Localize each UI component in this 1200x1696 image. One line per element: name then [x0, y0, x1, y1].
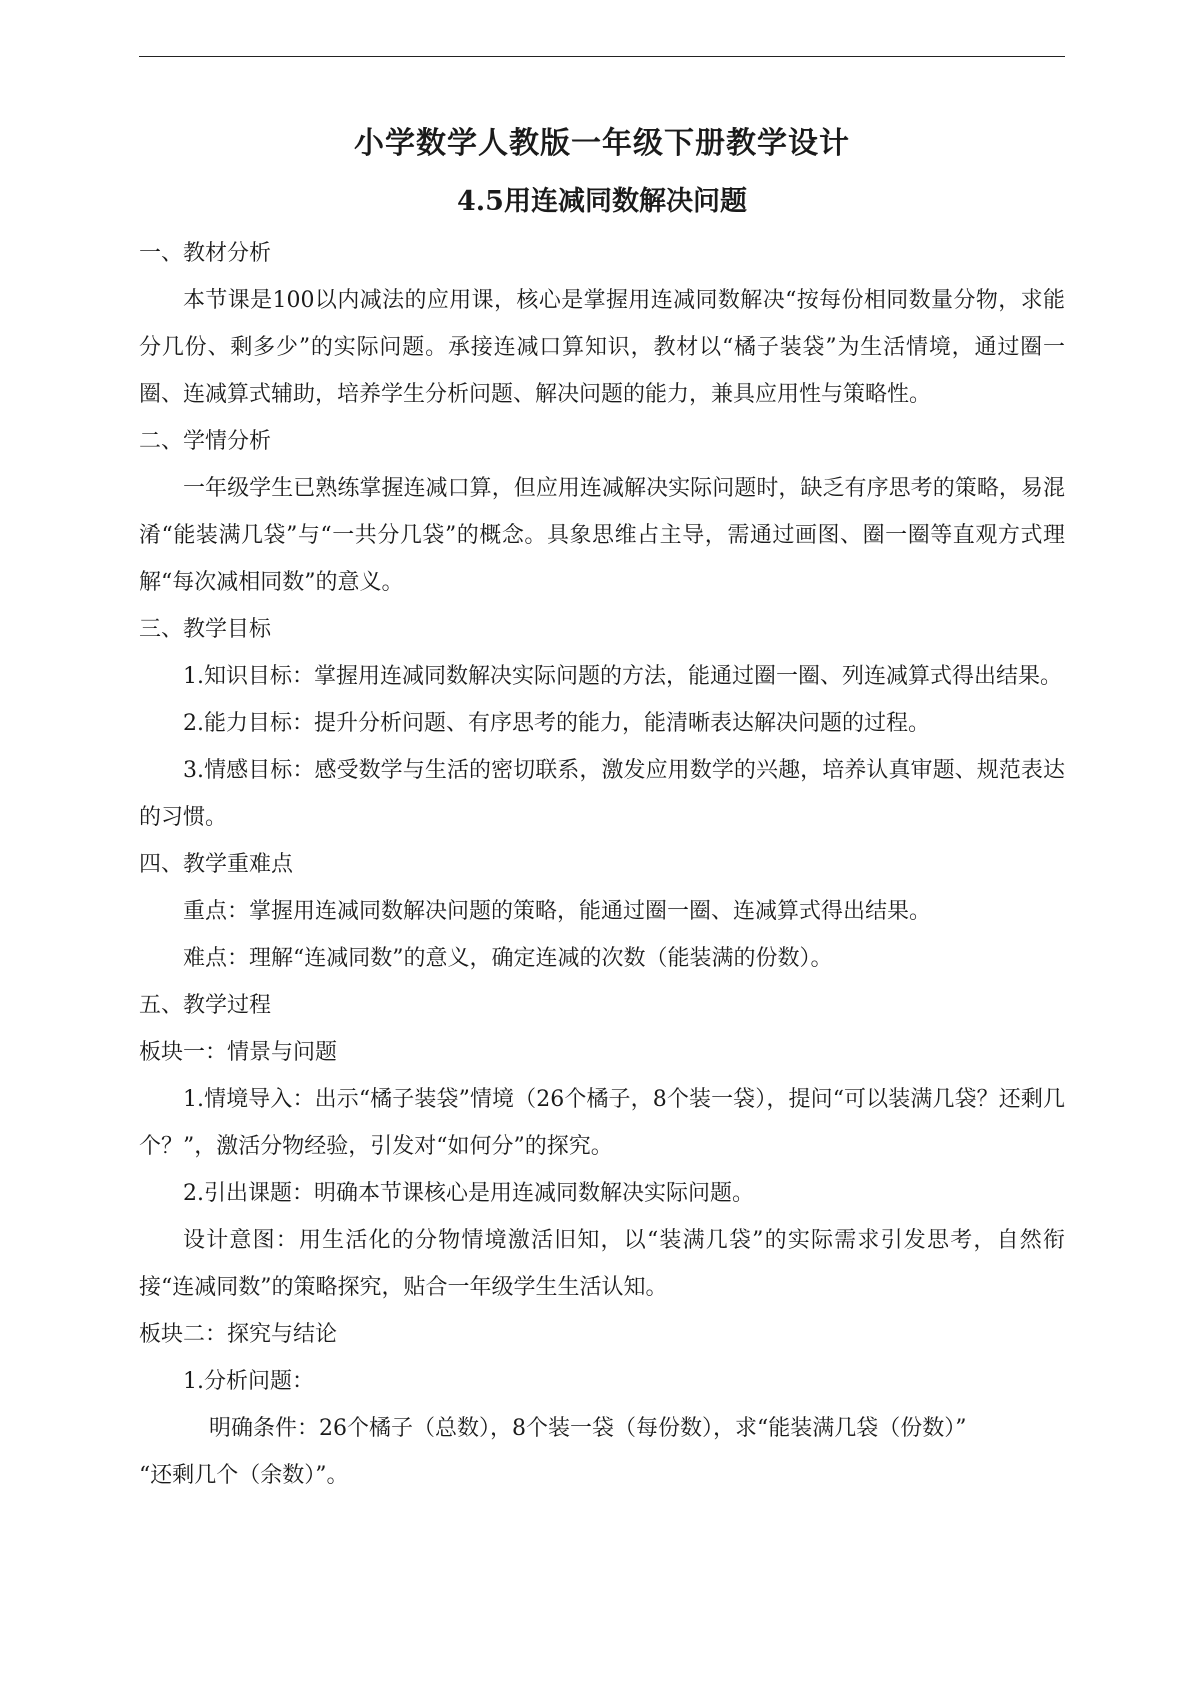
paragraph-remainder: “还剩几个（余数）”。 — [139, 1463, 349, 1488]
paragraph-ability-goal: 2.能力目标：提升分析问题、有序思考的能力，能清晰表达解决问题的过程。 — [183, 711, 930, 736]
document-title: 小学数学人教版一年级下册教学设计 — [354, 126, 850, 161]
paragraph-design-intent: 设计意图：用生活化的分物情境激活旧知，以“装满几袋”的实际需求引发思考，自然衔接“连减同数”的策略探究，贴合一年级学生生活认知。 — [139, 1228, 1065, 1300]
section-heading-textbook-analysis: 一、教材分析 — [139, 241, 272, 266]
section-heading-teaching-process: 五、教学过程 — [139, 993, 272, 1018]
paragraph-topic-intro: 2.引出课题：明确本节课核心是用连减同数解决实际问题。 — [183, 1181, 754, 1206]
header-rule — [139, 56, 1065, 57]
section-heading-teaching-goals: 三、教学目标 — [139, 617, 272, 642]
document-body — [139, 120, 1065, 1499]
section-heading-block-one: 板块一：情景与问题 — [139, 1040, 338, 1065]
paragraph-student-analysis: 一年级学生已熟练掌握连减口算，但应用连减解决实际问题时，缺乏有序思考的策略，易混淆“能装满几袋”与“一共分几袋”的概念。具象思维占主导，需通过画图、圈一圈等直观方式理解“每次减相同数”的意义。 — [139, 476, 1065, 595]
paragraph-situation-intro: 1.情境导入：出示“橘子装袋”情境（26个橘子，8个装一袋），提问“可以装满几袋？还剩几个？”，激活分物经验，引发对“如何分”的探究。 — [139, 1087, 1065, 1159]
paragraph-difficulty: 难点：理解“连减同数”的意义，确定连减的次数（能装满的份数）。 — [183, 946, 833, 971]
paragraph-emotion-goal: 3.情感目标：感受数学与生活的密切联系，激发应用数学的兴趣，培养认真审题、规范表达的习惯。 — [139, 758, 1065, 830]
paragraph-key-point: 重点：掌握用连减同数解决问题的策略，能通过圈一圈、连减算式得出结果。 — [183, 899, 932, 924]
section-heading-student-analysis: 二、学情分析 — [139, 429, 272, 454]
document-subtitle: 4.5用连减同数解决问题 — [457, 186, 747, 217]
paragraph-conditions: 明确条件：26个橘子（总数），8个装一袋（每份数），求“能装满几袋（份数）” — [209, 1416, 967, 1441]
paragraph-analyze-problem: 1.分析问题： — [183, 1369, 314, 1394]
paragraph-textbook-analysis: 本节课是100以内减法的应用课，核心是掌握用连减同数解决“按每份相同数量分物，求能分几份、剩多少”的实际问题。承接连减口算知识，教材以“橘子装袋”为生活情境，通过圈一圈、连减算式辅助，培养学生分析问题、解决问题的能力，兼具应用性与策略性。 — [139, 288, 1065, 407]
section-heading-block-two: 板块二：探究与结论 — [139, 1322, 338, 1347]
paragraph-knowledge-goal: 1.知识目标：掌握用连减同数解决实际问题的方法，能通过圈一圈、列连减算式得出结果。 — [183, 664, 1062, 689]
section-heading-key-points: 四、教学重难点 — [139, 852, 294, 877]
